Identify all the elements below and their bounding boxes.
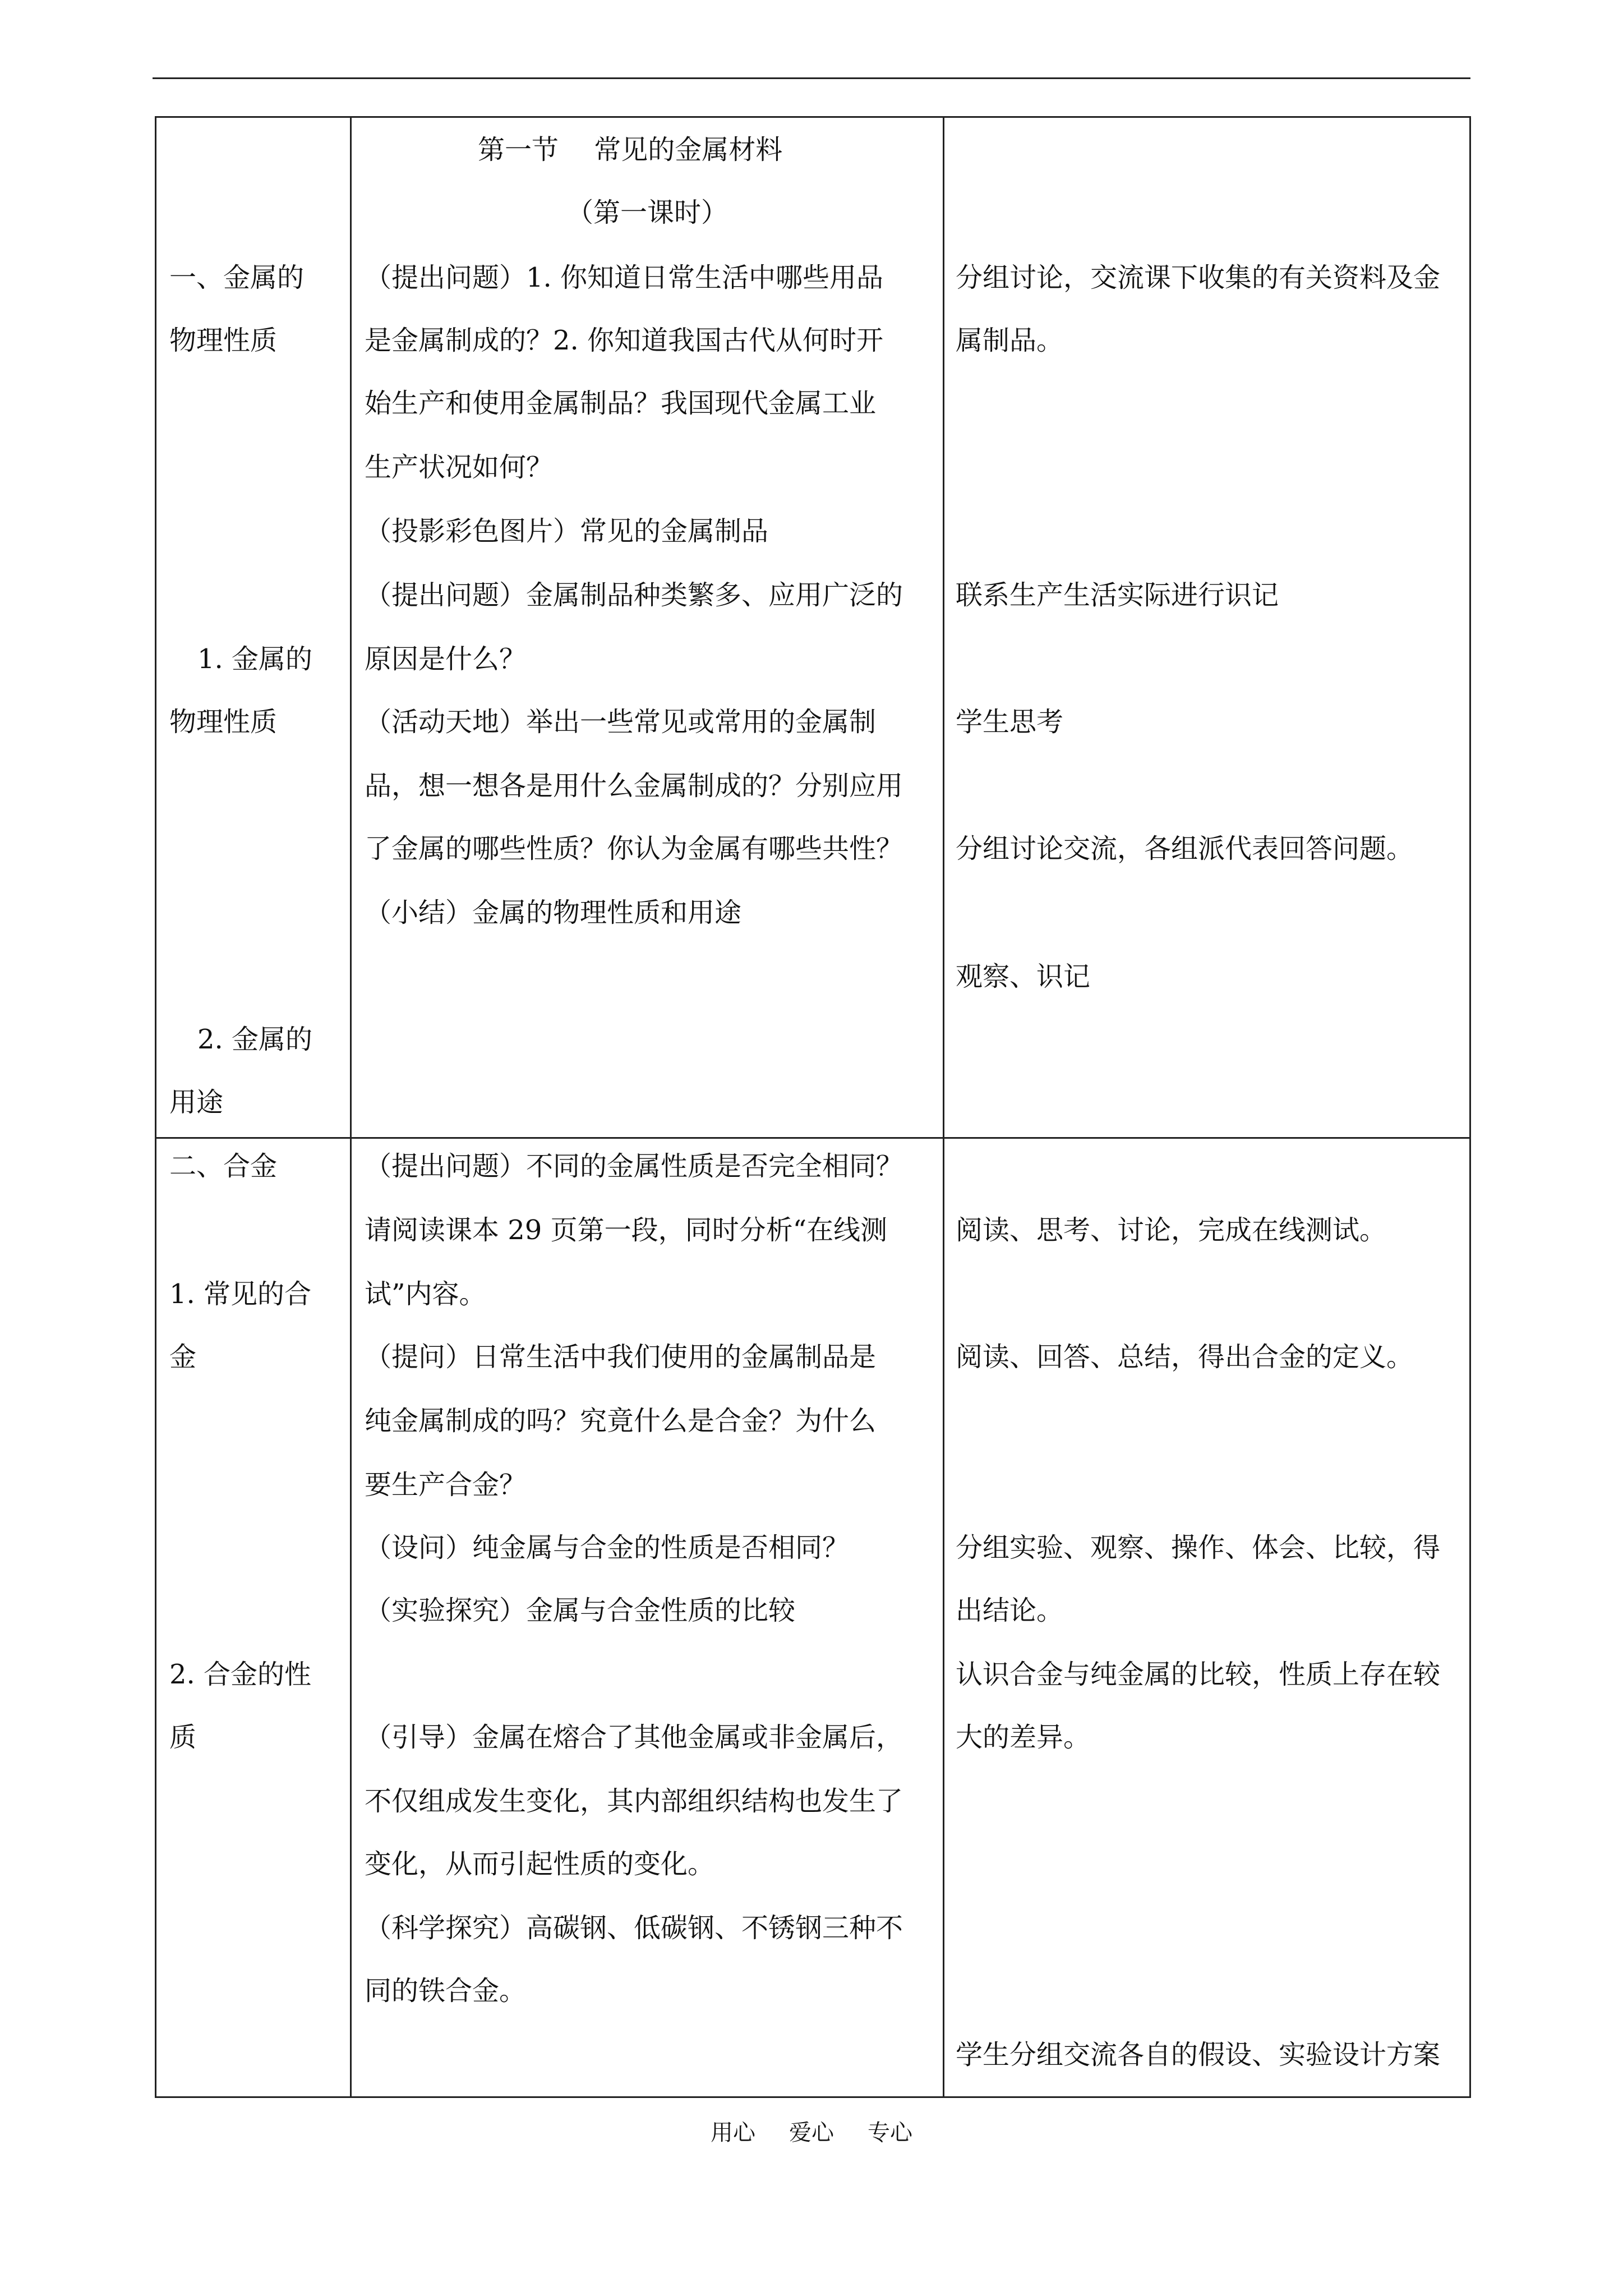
teacher-text: 同的铁合金。 (365, 1975, 527, 2007)
student-text: 分组讨论交流，各组派代表回答问题。 (956, 833, 1414, 864)
teacher-text: （提出问题）1. 你知道日常生活中哪些用品 (365, 262, 884, 293)
subsection-heading: 质 (169, 1722, 197, 1753)
subsection-heading: 2. 合金的性 (169, 1659, 312, 1690)
teacher-text: 品，想一想各是用什么金属制成的？分别应用 (365, 770, 903, 802)
teacher-text: 不仅组成发生变化，其内部组织结构也发生了 (365, 1786, 903, 1817)
teacher-text: 要生产合金？ (365, 1469, 527, 1501)
teacher-text: （提出问题）金属制品种类繁多、应用广泛的 (365, 579, 903, 611)
subsection-heading: 用途 (169, 1087, 224, 1118)
student-text: 观察、识记 (956, 961, 1091, 992)
student-text: 出结论。 (956, 1595, 1064, 1626)
page-subtitle: （第一课时） (566, 197, 728, 228)
subsection-heading: 1. 金属的 (197, 643, 313, 675)
teacher-text: （小结）金属的物理性质和用途 (365, 897, 742, 928)
teacher-text: （实验探究）金属与合金性质的比较 (365, 1595, 796, 1626)
student-text: 阅读、思考、讨论，完成在线测试。 (956, 1214, 1387, 1246)
footer-word: 爱心 (789, 2120, 834, 2146)
teacher-text: 了金属的哪些性质？你认为金属有哪些共性？ (365, 833, 903, 864)
student-text: 分组讨论，交流课下收集的有关资料及金 (956, 262, 1441, 293)
subsection-heading: 1. 常见的合 (169, 1278, 312, 1310)
teacher-text: （科学探究）高碳钢、低碳钢、不锈钢三种不 (365, 1912, 903, 1944)
subsection-heading: 物理性质 (169, 706, 278, 738)
teacher-text: 原因是什么？ (365, 643, 527, 675)
section-heading: 物理性质 (169, 325, 278, 356)
section-heading: 二、合金 (169, 1151, 278, 1182)
student-text: 分组实验、观察、操作、体会、比较，得 (956, 1532, 1441, 1563)
column-divider-2 (943, 118, 944, 2096)
teacher-text: （引导）金属在熔合了其他金属或非金属后， (365, 1722, 903, 1753)
teacher-text: 试”内容。 (365, 1278, 486, 1310)
column-divider-1 (350, 118, 352, 2096)
student-text: 学生思考 (956, 706, 1064, 738)
teacher-text: （投影彩色图片）常见的金属制品 (365, 516, 769, 547)
teacher-text: 纯金属制成的吗？究竟什么是合金？为什么 (365, 1405, 877, 1437)
student-text: 阅读、回答、总结，得出合金的定义。 (956, 1341, 1414, 1373)
student-text: 大的差异。 (956, 1722, 1091, 1753)
teacher-text: 是金属制成的？2. 你知道我国古代从何时开 (365, 325, 884, 356)
footer-word: 专心 (868, 2120, 912, 2146)
teacher-text: （提出问题）不同的金属性质是否完全相同？ (365, 1151, 903, 1182)
teacher-text: 始生产和使用金属制品？我国现代金属工业 (365, 388, 877, 419)
student-text: 认识合金与纯金属的比较，性质上存在较 (956, 1659, 1441, 1690)
subsection-heading: 金 (169, 1341, 197, 1373)
subsection-heading: 2. 金属的 (197, 1024, 313, 1055)
student-text: 属制品。 (956, 325, 1064, 356)
footer-word: 用心 (711, 2120, 755, 2146)
page-title: 第一节 常见的金属材料 (478, 134, 783, 165)
teacher-text: 生产状况如何？ (365, 452, 554, 483)
student-text: 联系生产生活实际进行识记 (956, 579, 1279, 611)
teacher-text: 请阅读课本 29 页第一段，同时分析“在线测 (365, 1214, 888, 1246)
header-rule (153, 77, 1470, 79)
section-heading: 一、金属的 (169, 262, 305, 293)
teacher-text: （设问）纯金属与合金的性质是否相同？ (365, 1532, 850, 1563)
page-footer (711, 2119, 912, 2147)
teacher-text: 变化，从而引起性质的变化。 (365, 1848, 715, 1880)
teacher-text: （活动天地）举出一些常见或常用的金属制 (365, 706, 877, 738)
student-text: 学生分组交流各自的假设、实验设计方案 (956, 2039, 1441, 2070)
teacher-text: （提问）日常生活中我们使用的金属制品是 (365, 1341, 877, 1373)
row-divider (156, 1137, 1469, 1139)
